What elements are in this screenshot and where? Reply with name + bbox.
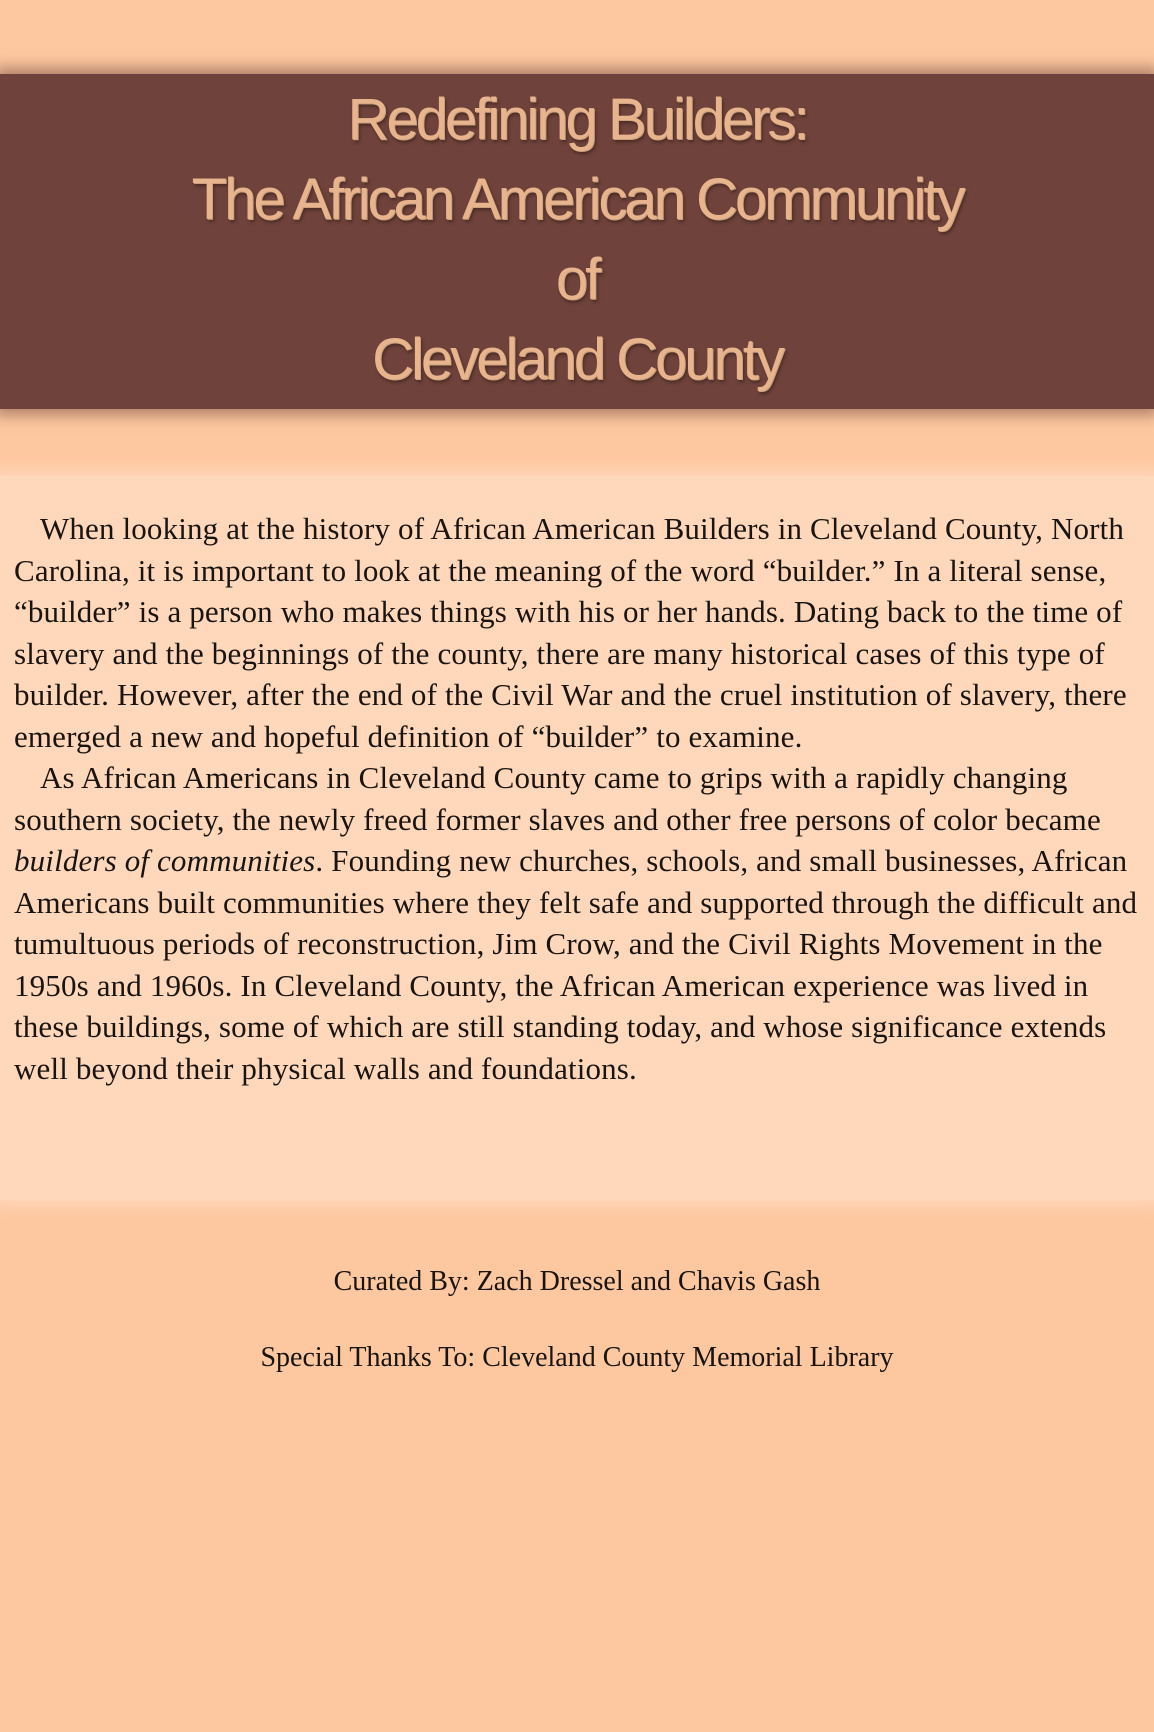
curated-by: Curated By: Zach Dressel and Chavis Gash bbox=[333, 1266, 821, 1297]
title-line-1: Redefining Builders: bbox=[347, 87, 807, 152]
body-text bbox=[14, 508, 1146, 1089]
paragraph-2 bbox=[14, 757, 1146, 1089]
paragraph-2-emphasis: builders of communities bbox=[14, 843, 316, 878]
paragraph-1: When looking at the history of African American Builders in Cleveland County, North Carolina, it is important to look at the meaning of the word “builder.” In a literal sense, “builder” is a person who makes things with his or her hands. Dating back to the time of slavery and the beginnings of the county, there are many historical cases of this type of builder. However, after the end of the Civil War and the cruel institution of slavery, there emerged a new and hopeful definition of “builder” to examine. bbox=[14, 511, 1127, 754]
paragraph-2-start: As African Americans in Cleveland County came to grips with a rapidly changing southern society, the newly freed former slaves and other free persons of color became bbox=[14, 760, 1101, 837]
title-line-2: The African American Community bbox=[191, 167, 963, 232]
title-line-3: of bbox=[555, 247, 599, 312]
page-title bbox=[0, 80, 1154, 400]
title-line-4: Cleveland County bbox=[372, 327, 782, 392]
paragraph-2-end: . Founding new churches, schools, and small businesses, African Americans built communities where they felt safe and supported through the difficult and tumultuous periods of reconstruction, Jim Crow, and the Civil Rights Movement in the 1950s and 1960s. In Cleveland County, the African American experience was lived in these buildings, some of which are still standing today, and whose significance extends well beyond their physical walls and foundations. bbox=[14, 843, 1138, 1086]
special-thanks: Special Thanks To: Cleveland County Memorial Library bbox=[260, 1342, 894, 1373]
